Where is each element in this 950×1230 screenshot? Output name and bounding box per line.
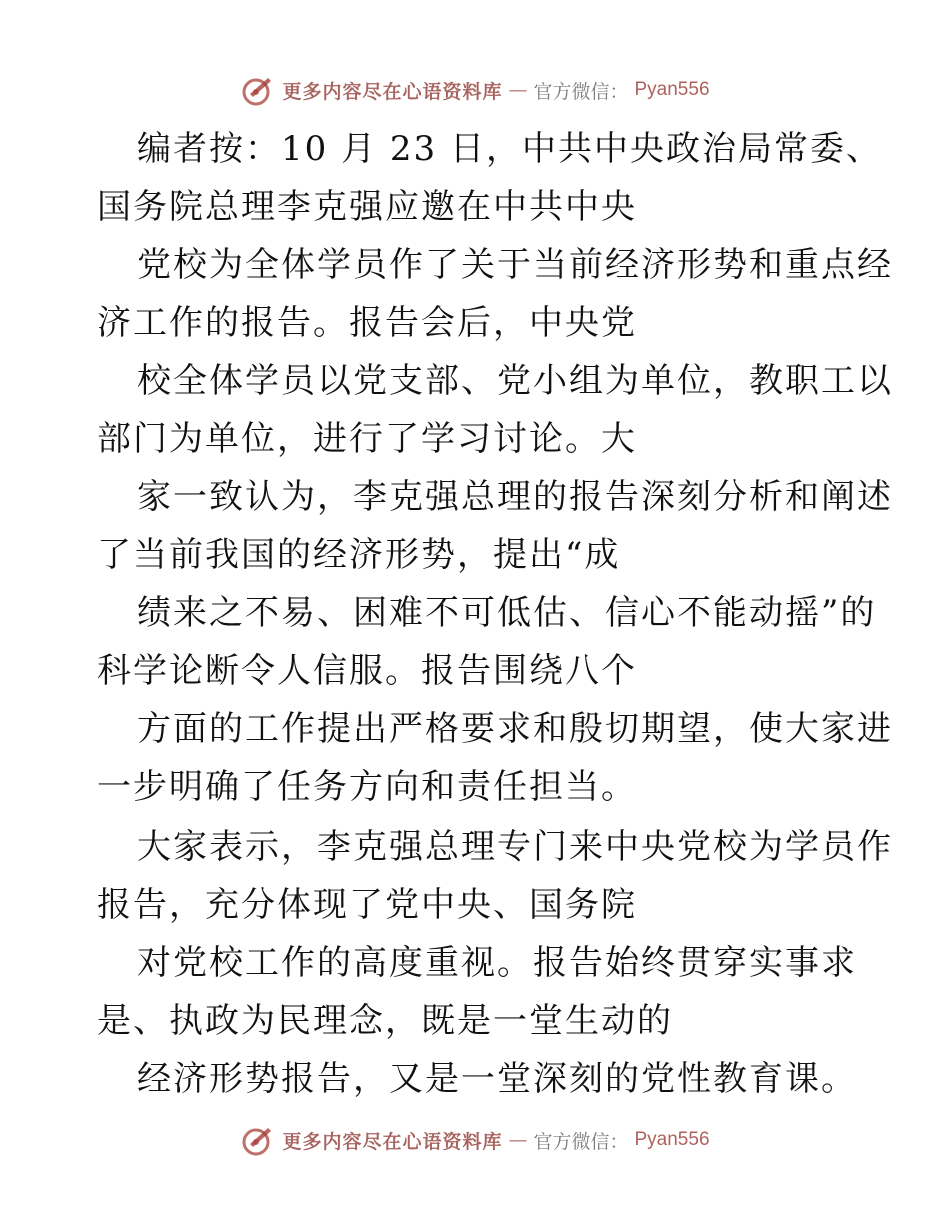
text-line: 国务院总理李克强应邀在中共中央 [97,187,637,227]
text-line: 校全体学员以党支部、党小组为单位，教职工以 [137,361,893,401]
text-line: 科学论断令人信服。报告围绕八个 [97,651,637,691]
text-line: 经济形势报告，又是一堂深刻的党性教育课。 [137,1059,857,1099]
watermark-label: 官方微信： [533,80,629,103]
text-line: 大家表示，李克强总理专门来中央党校为学员作 [137,827,893,867]
text-line: 党校为全体学员作了关于当前经济形势和重点经 [137,245,893,285]
watermark-wechat-id: Pyan556 [634,1129,710,1150]
text-line: 是、执政为民理念，既是一堂生动的 [97,1001,673,1041]
text-line: 报告，充分体现了党中央、国务院 [97,885,637,925]
text-line: 家一致认为，李克强总理的报告深刻分析和阐述 [137,477,893,517]
watermark-site-text: 更多内容尽在心语资料库 [282,1130,503,1153]
header-watermark [0,70,950,110]
text-line: 方面的工作提出严格要求和殷切期望，使大家进 [137,709,893,749]
text-line: 绩来之不易、困难不可低估、信心不能动摇”的 [137,593,877,633]
pen-logo-icon [240,72,276,108]
text-line: 一步明确了任务方向和责任担当。 [97,767,637,807]
watermark-separator: — [508,1129,528,1151]
watermark-site-text: 更多内容尽在心语资料库 [282,80,503,103]
text-line: 编者按：10 月 23 日，中共中央政治局常委、 [137,129,882,169]
pen-logo-icon [240,1122,276,1158]
text-line: 部门为单位，进行了学习讨论。大 [97,419,637,459]
watermark-wechat-id: Pyan556 [634,79,710,100]
footer-watermark [0,1120,950,1160]
text-line: 对党校工作的高度重视。报告始终贯穿实事求 [137,943,857,983]
watermark-separator: — [508,79,528,101]
text-line: 了当前我国的经济形势，提出“成 [97,535,621,575]
watermark-label: 官方微信： [533,1130,629,1153]
text-line: 济工作的报告。报告会后，中央党 [97,303,637,343]
